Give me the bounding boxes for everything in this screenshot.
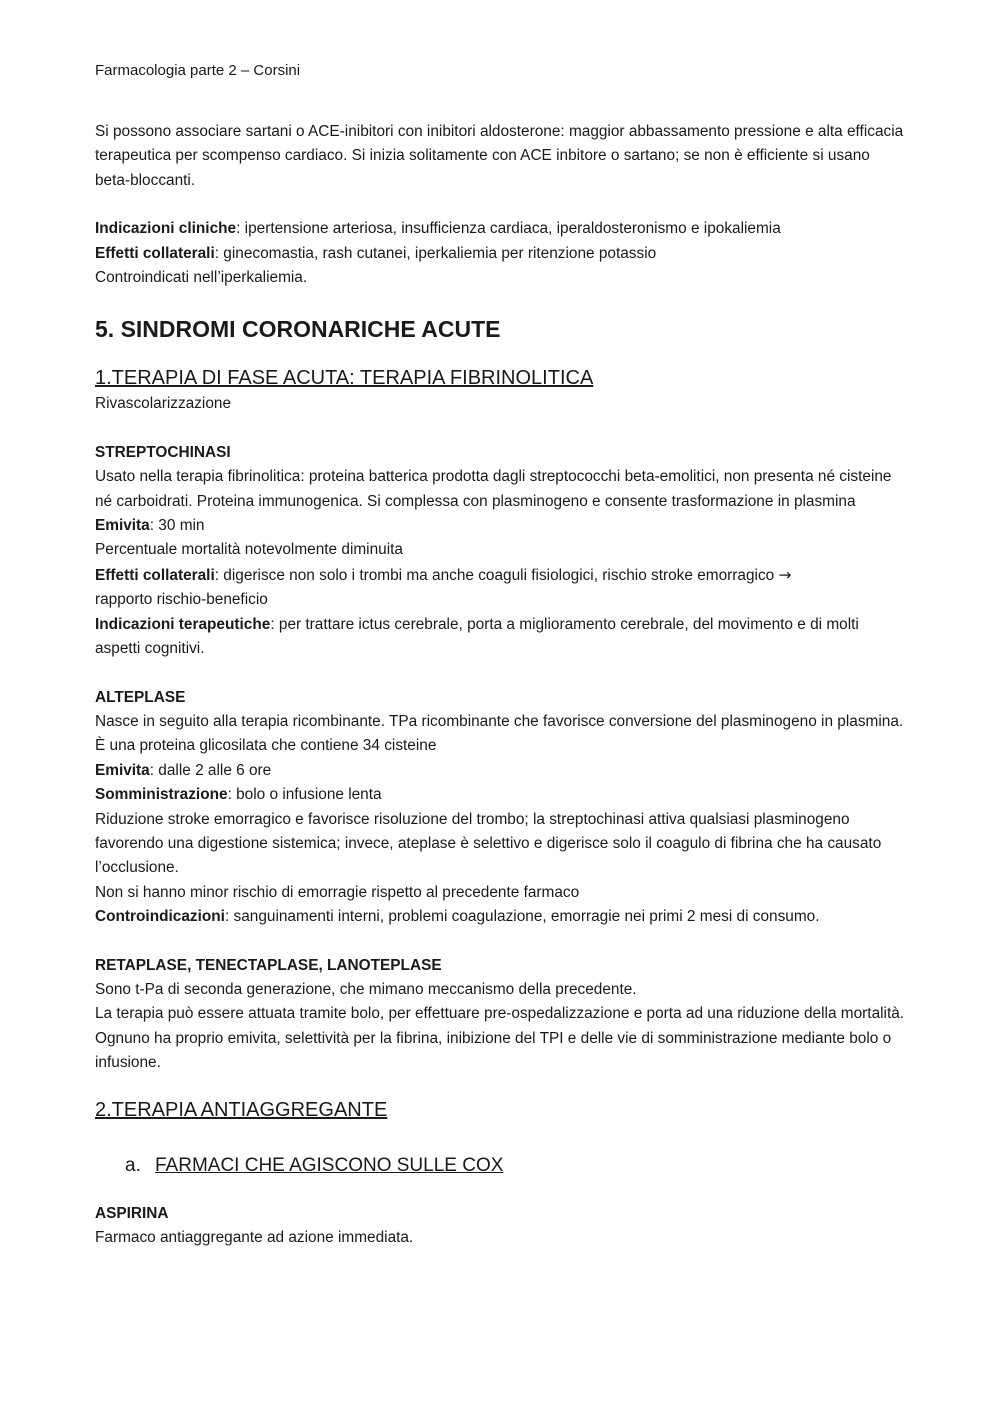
indicazioni-text: : ipertensione arteriosa, insufficienza cardiaca, iperaldosteronismo e ipokaliemia <box>236 220 781 238</box>
retaplase-paragraph-1: Sono t-Pa di seconda generazione, che mimano meccanismo della precedente. <box>95 980 637 998</box>
alteplase-title: ALTEPLASE <box>95 688 186 706</box>
aspirina-title: ASPIRINA <box>95 1204 169 1222</box>
streptochinasi-effetti: Effetti collaterali: digerisce non solo i trombi ma anche coaguli fisiologici, rischio stroke emorragico → <box>95 565 792 584</box>
streptochinasi-rapporto: rapporto rischio-beneficio <box>95 591 268 609</box>
alteplase-controindicazioni: Controindicazioni: sanguinamenti interni, problemi coagulazione, emorragie nei primi 2 mesi di consumo. <box>95 908 820 926</box>
streptochinasi-indicazioni: Indicazioni terapeutiche: per trattare ictus cerebrale, porta a miglioramento cerebrale, del movimento e di molti aspetti cognitivi. <box>95 615 859 658</box>
streptochinasi-emivita: Emivita: 30 min <box>95 517 205 535</box>
intro-paragraph: Si possono associare sartani o ACE-inibitori con inibitori aldosterone: maggior abbassamento pressione e alta efficacia terapeutica per scompenso cardiaco. Si inizia solitamente con ACE inbitore o sartano; se non è efficiente si usano beta-bloccanti. <box>95 123 904 189</box>
alteplase-paragraph-3: Non si hanno minor rischio di emorragie rispetto al precedente farmaco <box>95 883 580 901</box>
effetti-line <box>95 242 905 266</box>
section-title-sindromi: 5. SINDROMI CORONARICHE ACUTE <box>95 316 501 343</box>
list-heading-cox <box>95 1152 905 1180</box>
effetti-text: : ginecomastia, rash cutanei, iperkaliemia per ritenzione potassio <box>214 244 657 262</box>
list-marker: a. <box>125 1154 141 1176</box>
arrow-right-icon: → <box>778 565 792 584</box>
streptochinasi-paragraph: Usato nella terapia fibrinolitica: proteina batterica prodotta dagli streptococchi beta-emolitici, non presenta né cisteine né carboidrati. Proteina immunogenica. Si complessa con plasminogeno e consente trasformazione in plasmina <box>95 468 892 510</box>
retaplase-title: RETAPLASE, TENECTAPLASE, LANOTEPLASE <box>95 956 442 974</box>
page-header: Farmacologia parte 2 – Corsini <box>95 62 301 79</box>
list-heading-text: FARMACI CHE AGISCONO SULLE COX <box>155 1154 504 1176</box>
alteplase-paragraph: Nasce in seguito alla terapia ricombinante. TPa ricombinante che favorisce conversione del plasminogeno in plasmina. È una proteina glicosilata che contiene 34 cisteine <box>95 712 904 755</box>
indicazioni-line <box>95 217 905 241</box>
document-body <box>95 120 905 1250</box>
retaplase-paragraph-2: La terapia può essere attuata tramite bolo, per effettuare pre-ospedalizzazione e porta ad una riduzione della mortalità. <box>95 1005 905 1023</box>
alteplase-emivita: Emivita: dalle 2 alle 6 ore <box>95 761 272 779</box>
streptochinasi-title: STREPTOCHINASI <box>95 443 231 461</box>
controindicati-line: Controindicati nell’iperkaliemia. <box>95 269 308 287</box>
aspirina-paragraph: Farmaco antiaggregante ad azione immediata. <box>95 1229 414 1246</box>
subsection-subtitle: Rivascolarizzazione <box>95 395 232 413</box>
alteplase-paragraph-2: Riduzione stroke emorragico e favorisce risoluzione del trombo; la streptochinasi attiva qualsiasi plasminogeno favorendo una digestione sistemica; invece, ateplase è selettivo e digerisce solo il coagulo di fibrina che ha causato l’occlusione. <box>95 810 882 877</box>
subsection-title-antiaggregante: 2.TERAPIA ANTIAGGREGANTE <box>95 1098 388 1121</box>
streptochinasi-mortalita: Percentuale mortalità notevolmente diminuita <box>95 541 403 559</box>
indicazioni-label: Indicazioni cliniche <box>95 220 237 238</box>
alteplase-somministrazione: Somministrazione: bolo o infusione lenta <box>95 786 382 804</box>
effetti-label: Effetti collaterali <box>95 244 215 262</box>
subsection-title-fibrinolitica: 1.TERAPIA DI FASE ACUTA: TERAPIA FIBRINOLITICA <box>95 367 594 390</box>
retaplase-paragraph-3: Ognuno ha proprio emivita, selettività per la fibrina, inibizione del TPI e delle vie di somministrazione mediante bolo o infusione. <box>95 1029 892 1072</box>
